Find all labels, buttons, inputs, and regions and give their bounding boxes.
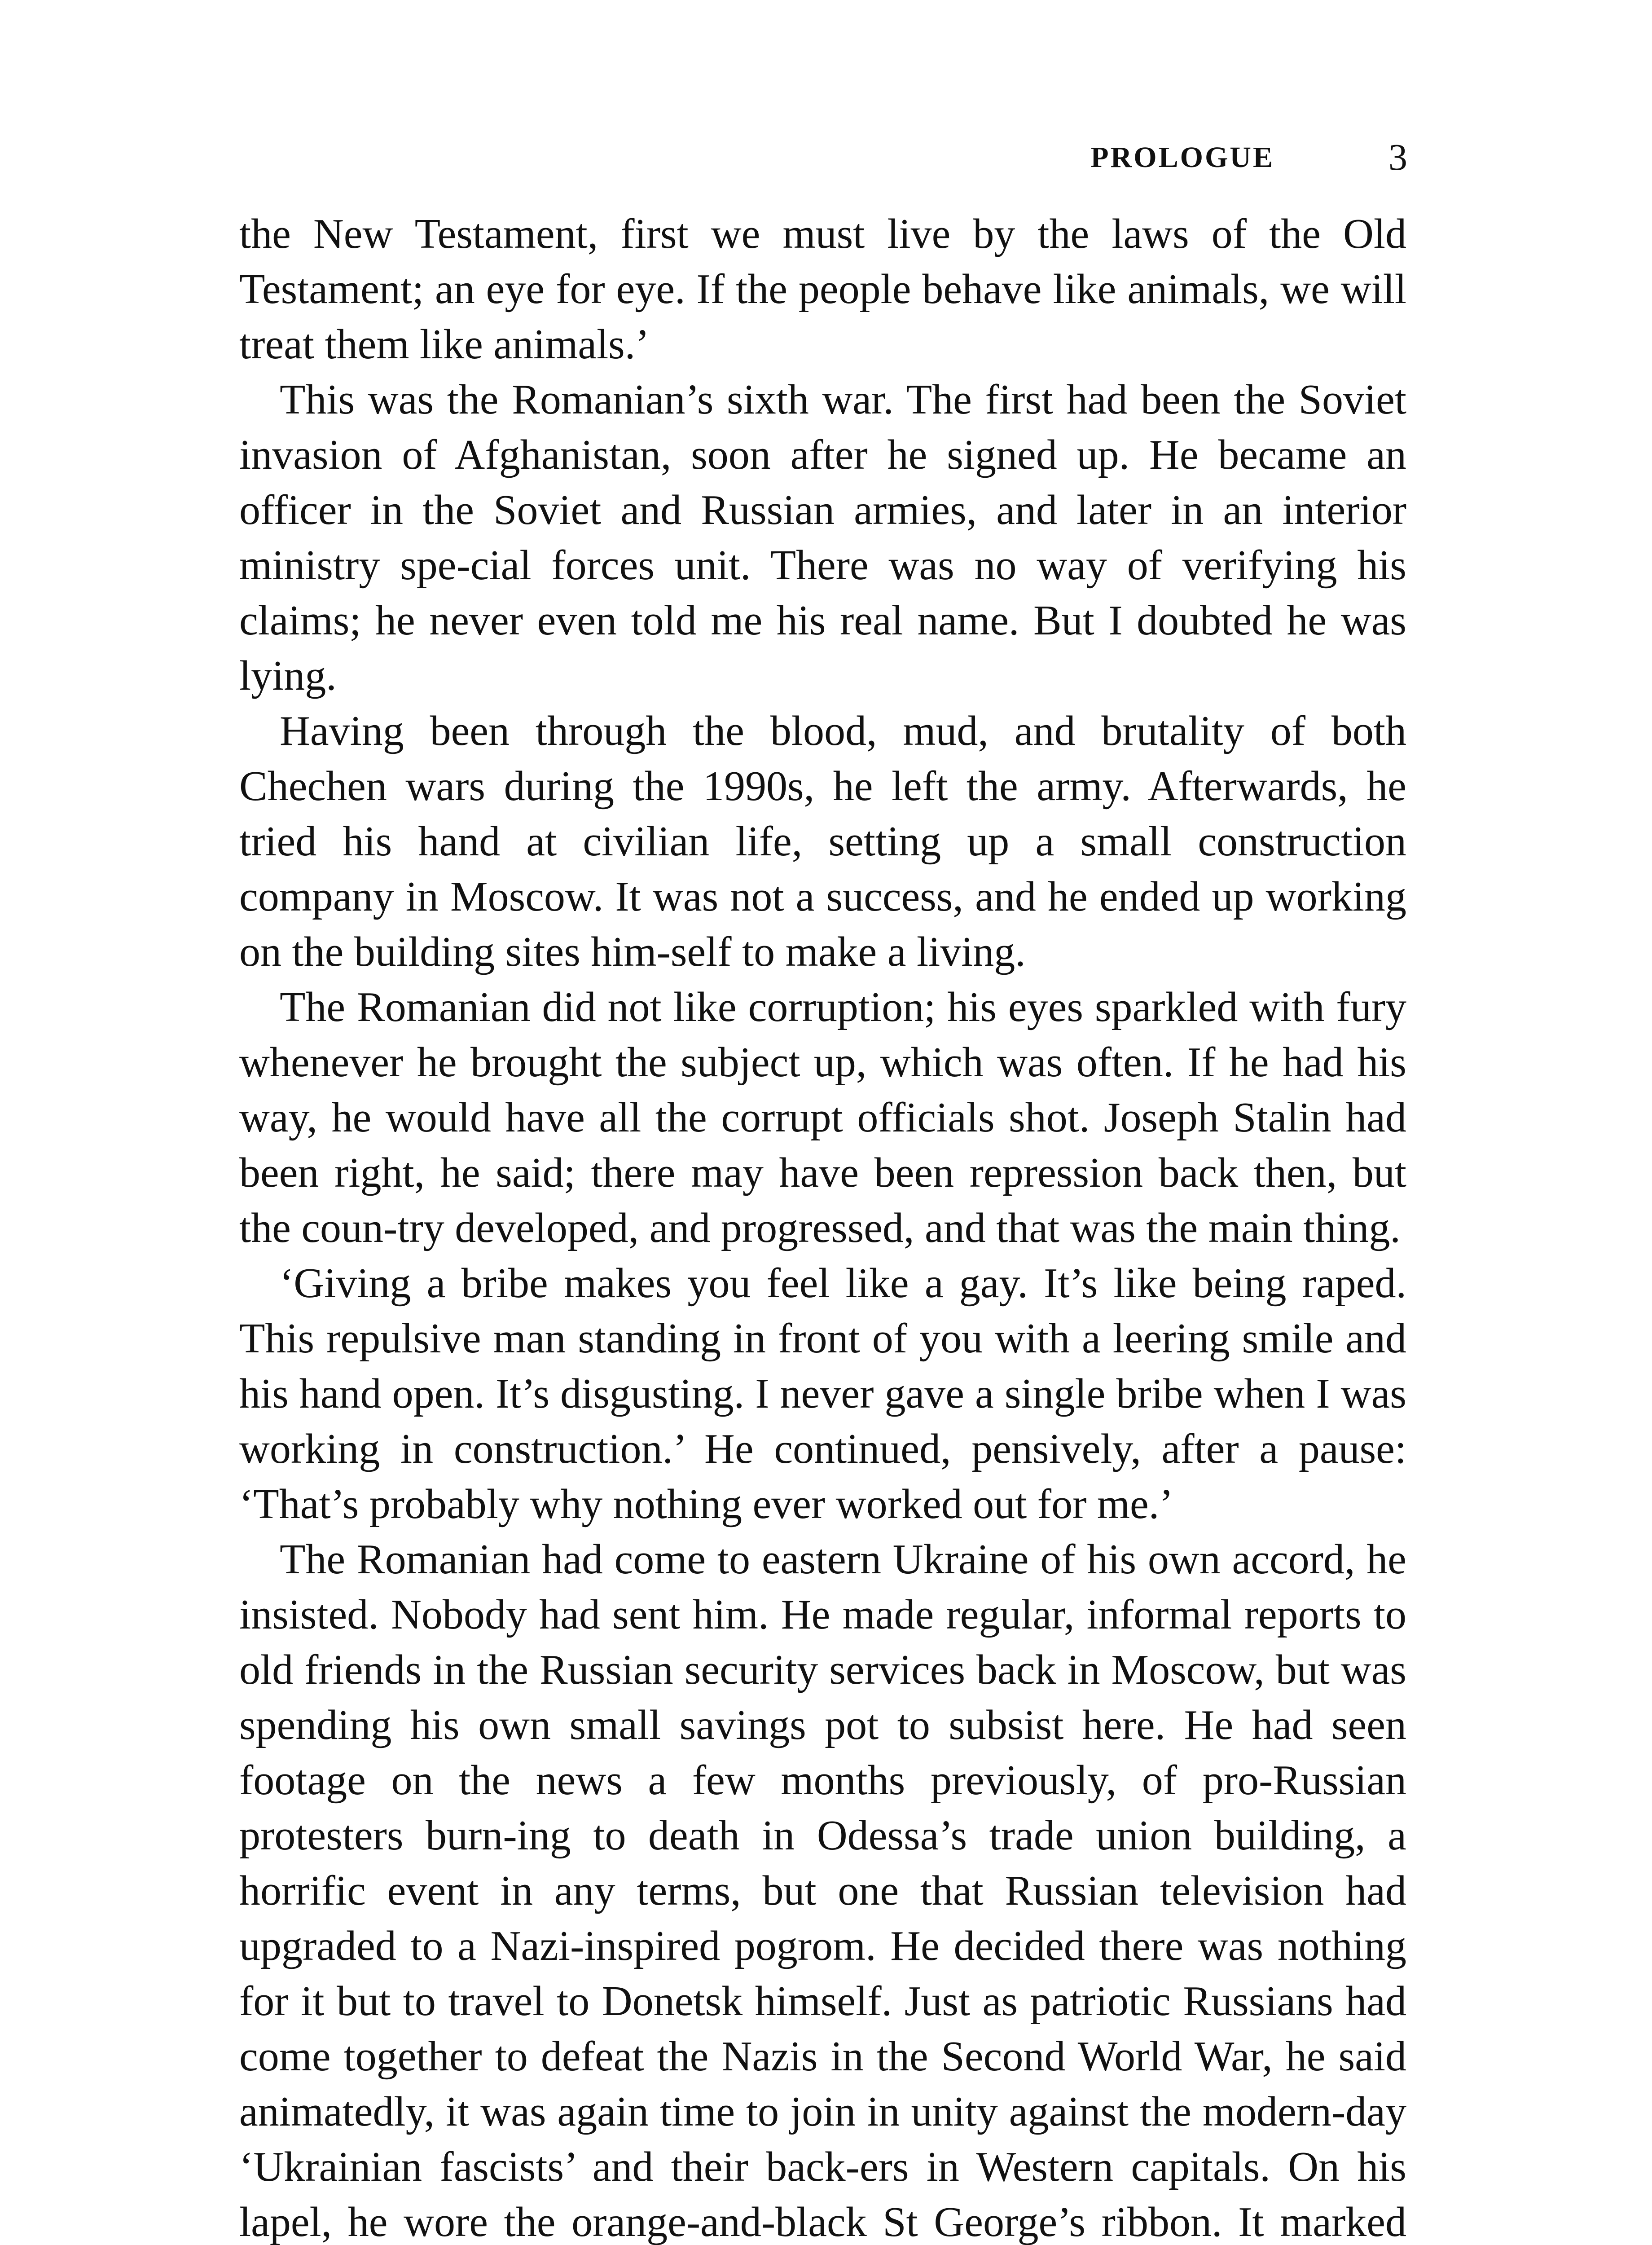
running-head xyxy=(239,133,1407,182)
paragraph: Having been through the blood, mud, and brutality of both Chechen wars during the 1990s, he left the army. Afterwards, he tried his hand at civilian life, setting up a small construction company in Moscow. It was not a success, and he ended up working on the building sites him-self to make a living. xyxy=(239,708,1406,975)
page-number: 3 xyxy=(1388,136,1407,178)
body-text xyxy=(239,207,1406,2245)
paragraph: The Romanian had come to eastern Ukraine of his own accord, he insisted. Nobody had sent him. He made regular, informal reports to old friends in the Russian security services back in Moscow, but was spending his own small savings pot to subsist here. He had seen footage on the news a few months previously, of pro-Russian protesters burn-ing to death in Odessa’s trade union building, a horrific event in any terms, but one that Russian television had upgraded to a Nazi-inspired pogrom. He decided there was nothing for it but to travel to Donetsk himself. Just as patriotic Russians had come together to defeat the Nazis in the Second World War, he said animatedly, it was again time to join in unity against the modern-day ‘Ukrainian fascists’ and their back-ers in Western capitals. On his lapel, he wore the orange-and-black St George’s ribbon. It marked xyxy=(239,1536,1406,2245)
section-title: PROLOGUE xyxy=(1090,141,1274,174)
paragraph: This was the Romanian’s sixth war. The first had been the Soviet invasion of Afghanistan, soon after he signed up. He became an officer in the Soviet and Russian armies, and later in an interior ministry spe-cial forces unit. There was no way of verifying his claims; he never even told me his real name. But I doubted he was lying. xyxy=(239,376,1406,699)
paragraph-continuation: the New Testament, first we must live by the laws of the Old Testament; an eye for eye. If the people behave like animals, we will treat them like animals.’ xyxy=(239,211,1406,368)
paragraph: The Romanian did not like corruption; his eyes sparkled with fury whenever he brought the subject up, which was often. If he had his way, he would have all the corrupt officials shot. Joseph Stalin had been right, he said; there may have been repression back then, but the coun-try developed, and progressed, and that was the main thing. xyxy=(239,984,1406,1251)
paragraph: ‘Giving a bribe makes you feel like a gay. It’s like being raped. This repulsive man standing in front of you with a leering smile and his hand open. It’s disgusting. I never gave a single bribe when I was working in construction.’ He continued, pensively, after a pause: ‘That’s probably why nothing ever worked out for me.’ xyxy=(239,1260,1406,1527)
